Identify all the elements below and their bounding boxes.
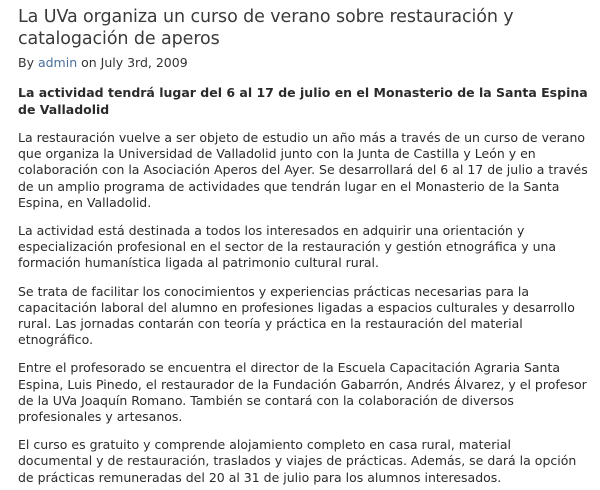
author-link[interactable]: admin (37, 55, 78, 70)
byline-prefix: By (18, 55, 38, 70)
post-byline (18, 55, 588, 71)
paragraph-1: La restauración vuelve a ser objeto de estudio un año más a través de un curso de verano que organiza la Universidad de Valladolid junto con la Junta de Castilla y León y en colaboración con la Asociación Aperos del Ayer. Se desarrollará del 6 al 17 de julio a través de un amplio programa de actividades que tendrán lugar en el Monasterio de la Santa Espina, en Valladolid. (18, 130, 588, 210)
paragraph-4: Entre el profesorado se encuentra el director de la Escuela Capacitación Agraria Santa Espina, Luis Pinedo, el restaurador de la Fundación Gabarrón, Andrés Álvarez, y el profesor de la UVa Joaquín Romano. También se contará con la colaboración de diversos profesionales y artesanos. (18, 360, 587, 425)
paragraph-3: Se trata de facilitar los conocimientos y experiencias prácticas necesarias para la capacitación laboral del alumno en profesiones ligadas a espacios culturales y desarrollo rural. Las jornadas contarán con teoría y práctica en la restauración del material etnográfico. (18, 283, 575, 348)
paragraph-2: La actividad está destinada a todos los interesados en adquirir una orientación y especialización profesional en el sector de la restauración y gestión etnográfica y una formación humanística ligada al patrimonio cultural rural. (18, 223, 557, 271)
post-title[interactable]: La UVa organiza un curso de verano sobre restauración y catalogación de aperos (18, 7, 514, 49)
post-lead: La actividad tendrá lugar del 6 al 17 de julio en el Monasterio de la Santa Espina de Valladolid (18, 85, 588, 117)
post-date: on July 3rd, 2009 (77, 55, 188, 70)
paragraph-5: El curso es gratuito y comprende alojamiento completo en casa rural, material documental y de restauración, traslados y viajes de prácticas. Además, se dará la opción de prácticas remuneradas del 20 al 31 de julio para los alumnos interesados. (18, 437, 577, 485)
